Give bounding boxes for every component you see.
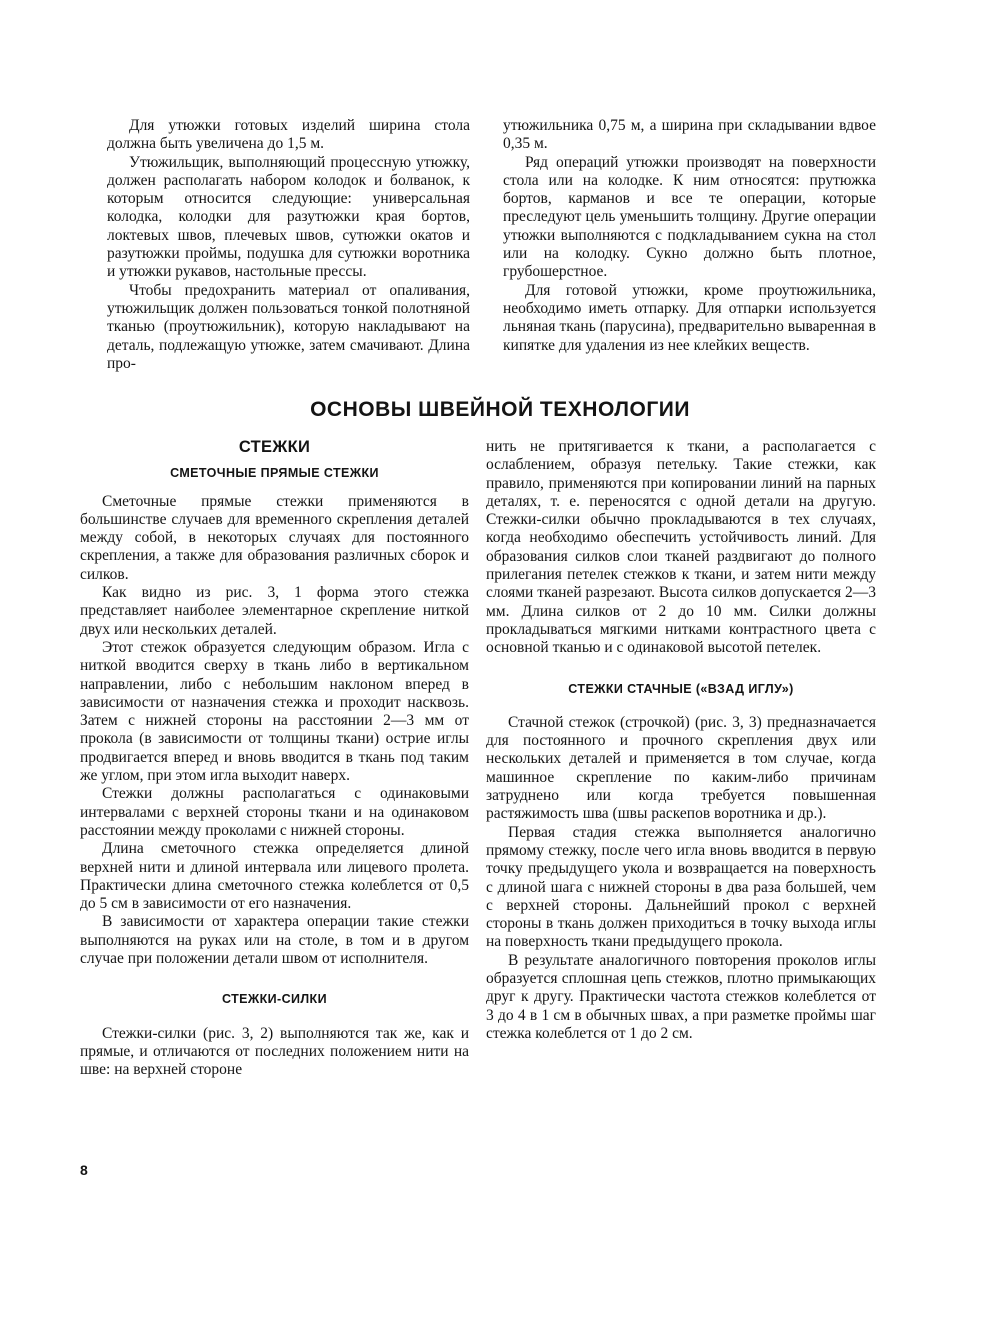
- paragraph: Ряд операций утюжки производят на поверхности стола или на колодке. К ним относятся: прутюжка бортов, карманов и все те операции, которые преследуют цель уменьшить толщину. Другие операции утюжки выполняются с подкладыванием сукна на стол или на колодку. Сукно должно быть плотное, грубошерстное.: [503, 153, 876, 281]
- paragraph: Утюжильщик, выполняющий процессную утюжку, должен располагать набором колодок и болванок, к которым относится следующие: универсальная колодка, колодки для разутюжки края бортов, локтевых швов, плечевых швов, сутюжки окатов и разутюжки проймы, подушка для сутюжки воротника и утюжки рукавов, настольные прессы.: [107, 153, 470, 281]
- paragraph: Для утюжки готовых изделий ширина стола должна быть увеличена до 1,5 м.: [107, 117, 470, 153]
- subsection-title: СТЕЖКИ СТАЧНЫЕ («ВЗАД ИГЛУ»): [568, 681, 794, 696]
- top-right-column: [503, 117, 876, 355]
- subsection-title: СТЕЖКИ-СИЛКИ: [222, 992, 327, 1007]
- paragraph: Стежки-силки (рис. 3, 2) выполняются так же, как и прямые, и отличаются от последних положением нити на шве: на верхней стороне: [80, 1024, 469, 1079]
- bottom-left-column: [80, 438, 469, 1080]
- section-title: СТЕЖКИ: [238, 438, 311, 456]
- paragraph: Стежки должны располагаться с одинаковыми интервалами с верхней стороны ткани и на одинаковом расстоянии между проколами с нижней стороны.: [80, 785, 469, 839]
- page-number: 8: [80, 1162, 88, 1178]
- paragraph: Чтобы предохранить материал от опаливания, утюжильщик должен пользоваться тонкой полотняной тканью (проутюжильник), которую накладывают на деталь, подлежащую утюжке, затем смачивают. Длина про-: [107, 281, 470, 372]
- paragraph: Сметочные прямые стежки применяются в большинстве случаев для временного скрепления деталей между собой, в некоторых случаях для постоянного скрепления, а также для образования различных сборок и силков.: [80, 492, 469, 583]
- top-left-column: [107, 117, 470, 373]
- paragraph: Как видно из рис. 3, 1 форма этого стежка представляет наиболее элементарное скрепление ниткой двух или нескольких деталей.: [80, 584, 469, 638]
- paragraph: В зависимости от характера операции такие стежки выполняются на руках или на столе, в том и в другом случае при положении детали швом от исполнителя.: [80, 913, 469, 968]
- paragraph: Длина сметочного стежка определяется длиной верхней нити и длиной интервала или лицевого пролета. Практически длина сметочного стежка колеблется от 0,5 до 5 см в зависимости от его назначения.: [80, 840, 469, 913]
- paragraph: В результате аналогичного повторения проколов иглы образуется сплошная цепь стежков, плотно примыкающих друг к другу. Практически частота стежков колеблется от 3 до 4 в 1 см в обычных швах, а при разметке проймы шаг стежка колеблется от 1 до 2 см.: [486, 951, 876, 1042]
- subsection-title: СМЕТОЧНЫЕ ПРЯМЫЕ СТЕЖКИ: [170, 466, 379, 481]
- bottom-right-column: [486, 438, 876, 1043]
- paragraph: Для готовой утюжки, кроме проутюжильника, необходимо иметь отпарку. Для отпарки используется льняная ткань (парусина), предварительно вываренная в кипятке для удаления из нее клейких веществ.: [503, 281, 876, 354]
- paragraph: Первая стадия стежка выполняется аналогично прямому стежку, после чего игла вновь вводится в первую точку предыдущего укола и возвращается на поверхность с длиной шага с нижней стороны в два раза большей, чем с верхней стороны. Дальнейший прокол с верхней стороны в ткань должен приходиться в точку выхода иглы на поверхность ткани предыдущего прокола.: [486, 823, 876, 951]
- paragraph: Стачной стежок (строчкой) (рис. 3, 3) предназначается для постоянного и прочного скрепления двух или нескольких деталей и применяется в том случае, когда машинное скрепление по каким-либо причинам затруднено или когда требуется повышенная растяжимость шва (швы раскепов воротника и др.).: [486, 713, 876, 823]
- paragraph-continued: утюжильника 0,75 м, а ширина при складывании вдвое 0,35 м.: [503, 117, 876, 153]
- paragraph-continued: нить не притягивается к ткани, а располагается с ослаблением, образуя петельку. Такие стежки, как правило, применяются при копировании линий на парных деталях, т. е. переносятся с одной детали на другую. Стежки-силки обычно прокладываются в тех случаях, когда необходимо обеспечить устойчивость линий. Для образования силков слои тканей раздвигают до полного прилегания петелек стежков к ткани, и затем нити между слоями тканей разрезают. Высота силков допускается 2—3 мм. Длина силков от 2 до 10 мм. Силки должны прокладываться мягкими нитками контрастного цвета с основной тканью и с одинаковой высотой петелек.: [486, 438, 876, 657]
- paragraph: Этот стежок образуется следующим образом. Игла с ниткой вводится сверху в ткань либо в вертикальном направлении, либо с небольшим наклоном вперед в зависимости от назначения стежка и проходит насквозь. Затем с нижней стороны на расстоянии 2—3 мм от прокола (в зависимости от толщины ткани) острие иглы продвигается вперед и вновь вводится в ткань под таким же углом, при этом игла выходит наверх.: [80, 638, 469, 785]
- chapter-heading: ОСНОВЫ ШВЕЙНОЙ ТЕХНОЛОГИИ: [310, 398, 690, 421]
